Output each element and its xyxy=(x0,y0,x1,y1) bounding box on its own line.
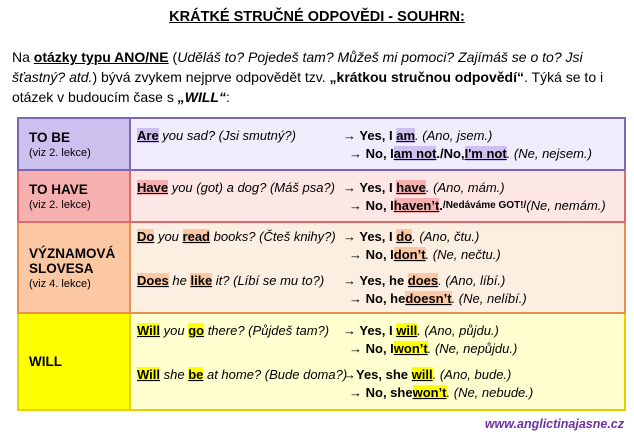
row-content-cell xyxy=(130,118,625,170)
row-label-cell xyxy=(18,118,130,170)
question-text: she xyxy=(160,367,189,382)
answer-translation: . (Ano, líbí.) xyxy=(438,273,506,288)
table-row-to-have xyxy=(18,170,625,222)
answer-translation: . (Ne, nepůjdu.) xyxy=(427,341,518,356)
answer-translation: . (Ne, nečtu.) xyxy=(425,247,501,262)
row-content-cell xyxy=(130,222,625,313)
answer-prefix: → No, I xyxy=(349,341,394,356)
row-label: VÝZNAMOVÁ xyxy=(29,245,116,261)
answer-yes xyxy=(343,273,505,288)
answer-prefix: → No, I xyxy=(349,197,394,213)
row-sublabel: (viz 2. lekce) xyxy=(29,198,91,211)
row-content-cell xyxy=(130,313,625,410)
no-got-note: /Nedáváme GOT!/ xyxy=(442,199,527,211)
row-label-cell xyxy=(18,170,130,222)
question-main-verb: like xyxy=(190,273,213,288)
answer-verb: do xyxy=(396,229,413,244)
example-line xyxy=(137,366,618,384)
intro-short-answer: „krátkou stručnou odpovědí“ xyxy=(329,69,524,85)
answer-no xyxy=(137,384,618,402)
answer-translation: . (Ano, půjdu.) xyxy=(417,323,499,338)
row-content-cell xyxy=(130,170,625,222)
answer-no xyxy=(137,196,618,214)
question xyxy=(137,180,343,195)
question-main-verb: read xyxy=(182,229,210,244)
answer-no xyxy=(137,290,618,308)
question-main-verb: go xyxy=(188,323,205,338)
answer-prefix: → Yes, I xyxy=(343,179,397,195)
question-verb: Have xyxy=(137,179,169,195)
example-line xyxy=(137,126,618,144)
answer-verb-short: I'm not xyxy=(464,145,507,161)
intro-text: ( xyxy=(168,49,178,65)
intro-text: Na xyxy=(12,49,34,65)
question-text: books? (Čteš knihy?) xyxy=(210,229,336,244)
answer-yes xyxy=(343,180,505,195)
question-text: it? (Líbí se mu to?) xyxy=(212,273,325,288)
answer-no xyxy=(137,340,618,358)
answer-prefix: → No, he xyxy=(349,291,406,306)
answer-translation: (Ne, nemám.) xyxy=(526,197,606,213)
row-label: TO HAVE xyxy=(29,181,88,197)
question xyxy=(137,367,348,382)
row-label: SLOVESA xyxy=(29,260,94,276)
answer-verb: won’t xyxy=(412,385,447,400)
answer-verb: am xyxy=(396,127,416,143)
table-row-will xyxy=(18,313,625,410)
answer-prefix: → Yes, I xyxy=(343,323,397,338)
answer-translation: . (Ano, bude.) xyxy=(432,367,512,382)
intro-examples: Uděláš to? Pojedeš tam? Můžeš mi pomoci? Zajímáš se o to? Jsi šťastný? atd. xyxy=(12,49,583,85)
question-verb: Will xyxy=(137,367,160,382)
question xyxy=(137,128,343,143)
answer-verb: am not xyxy=(393,145,437,161)
answer-yes xyxy=(343,229,479,244)
row-sublabel: (viz 4. lekce) xyxy=(29,277,91,290)
answer-prefix: → Yes, he xyxy=(343,273,408,288)
answer-verb: won’t xyxy=(393,341,428,356)
example-line xyxy=(137,322,618,340)
answer-verb: don’t xyxy=(393,247,426,262)
answer-verb: have xyxy=(396,179,426,195)
answer-verb: will xyxy=(396,323,418,338)
answer-yes xyxy=(343,128,492,143)
answer-verb: will xyxy=(411,367,433,382)
question-verb: Will xyxy=(137,323,160,338)
answer-separator: . xyxy=(439,197,443,213)
answer-prefix: → Yes, I xyxy=(343,127,397,143)
intro-paragraph xyxy=(12,47,622,107)
answer-verb: does xyxy=(407,273,439,288)
row-label: TO BE xyxy=(29,129,71,145)
row-label-cell xyxy=(18,313,130,410)
answer-translation: . (Ano, mám.) xyxy=(425,179,505,195)
answer-no xyxy=(137,144,618,162)
question-text: at home? (Bude doma?) xyxy=(203,367,348,382)
question-verb: Does xyxy=(137,273,169,288)
website-link[interactable]: www.anglictinajasne.cz xyxy=(484,417,624,431)
answer-prefix: → No, she xyxy=(349,385,413,400)
answer-separator: ./No, xyxy=(436,145,465,161)
answer-no xyxy=(137,246,618,264)
summary-table xyxy=(17,117,626,411)
answer-translation: . (Ano, jsem.) xyxy=(415,127,493,143)
answer-prefix: → No, I xyxy=(349,145,394,161)
question xyxy=(137,229,343,244)
question-text: you sad? (Jsi smutný?) xyxy=(158,127,296,143)
question-text: he xyxy=(168,273,191,288)
answer-translation: . (Ne, nejsem.) xyxy=(506,145,592,161)
answer-prefix: → Yes, I xyxy=(343,229,397,244)
question xyxy=(137,323,343,338)
question-text: there? (Půjdeš tam?) xyxy=(204,323,330,338)
table-row-main-verbs xyxy=(18,222,625,313)
answer-translation: . (Ano, čtu.) xyxy=(412,229,480,244)
example-line xyxy=(137,228,618,246)
question-text: you xyxy=(160,323,189,338)
question-main-verb: be xyxy=(188,367,204,382)
answer-prefix: →Yes, she xyxy=(343,367,412,382)
intro-will: „WILL“ xyxy=(177,89,226,105)
question-text: you (got) a dog? (Máš psa?) xyxy=(168,179,335,195)
row-label-cell xyxy=(18,222,130,313)
answer-yes xyxy=(343,323,499,338)
answer-prefix: → No, I xyxy=(349,247,394,262)
row-sublabel: (viz 2. lekce) xyxy=(29,146,91,159)
intro-text: ) bývá zvykem nejprve odpovědět tzv. xyxy=(92,69,330,85)
answer-yes xyxy=(343,367,511,382)
answer-verb: doesn’t xyxy=(405,291,452,306)
question-verb: Are xyxy=(137,127,159,143)
answer-translation: . (Ne, nebude.) xyxy=(446,385,534,400)
intro-yesno-questions: otázky typu ANO/NE xyxy=(33,49,169,65)
question xyxy=(137,273,343,288)
page-title: KRÁTKÉ STRUČNÉ ODPOVĚDI - SOUHRN: xyxy=(169,9,465,25)
intro-text: . Týká se to i otázek v budoucím čase s xyxy=(12,69,604,105)
answer-verb: haven’t xyxy=(393,197,440,213)
question-verb: Do xyxy=(137,229,155,244)
row-label: WILL xyxy=(29,354,62,369)
intro-text: : xyxy=(225,89,230,105)
answer-translation: . (Ne, nelíbí.) xyxy=(451,291,527,306)
table-row-to-be xyxy=(18,118,625,170)
question-text: you xyxy=(154,229,183,244)
example-line xyxy=(137,272,618,290)
example-line xyxy=(137,178,618,196)
